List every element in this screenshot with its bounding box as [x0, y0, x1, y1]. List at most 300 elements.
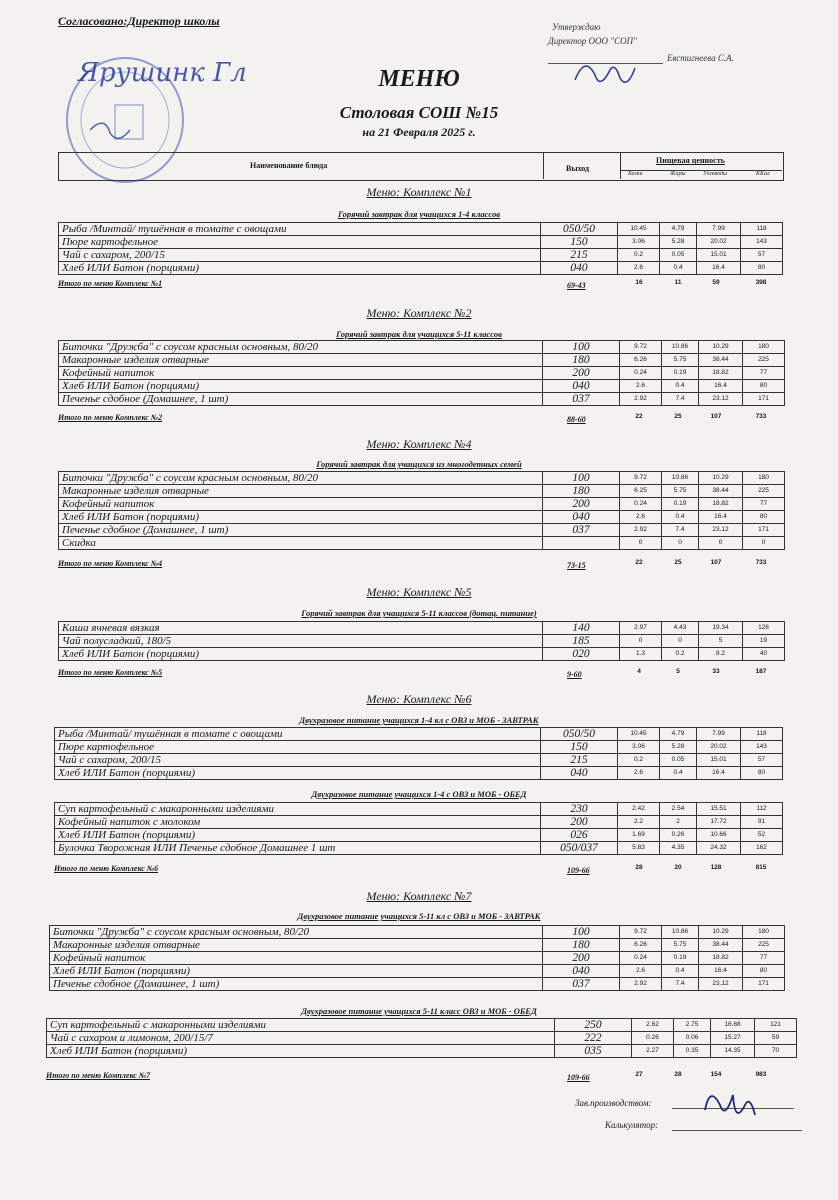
dish-name: Чай с сахаром, 200/15: [59, 249, 541, 262]
dish-table: [58, 222, 783, 275]
proteins: 9.72: [620, 926, 662, 939]
carbs: 18.82: [699, 367, 743, 380]
header-fats: Жиры: [670, 171, 686, 177]
dish-output: 100: [543, 926, 620, 939]
kcal: 180: [743, 341, 785, 354]
section-title: Меню: Комплекс №5: [366, 585, 472, 599]
kcal: 112: [741, 803, 783, 816]
fats: 10.86: [662, 472, 699, 485]
total-kcal: 815: [755, 864, 767, 871]
dish-name: Чай полусладкий, 180/5: [59, 635, 543, 648]
total-proteins: 28: [635, 864, 643, 871]
approval-right-line1: Утверждаю: [552, 22, 601, 32]
dish-output: 037: [543, 524, 620, 537]
dish-output: 037: [543, 978, 620, 991]
fats: 4.43: [662, 622, 699, 635]
dish-output: 230: [541, 803, 618, 816]
dish-name: Хлеб ИЛИ Батон (порциями): [55, 829, 541, 842]
total-proteins: 27: [635, 1071, 643, 1078]
fats: 0.4: [662, 511, 699, 524]
dish-output: 200: [543, 952, 620, 965]
dish-output: 100: [543, 341, 620, 354]
dish-name: Суп картофельный с макаронными изделиями: [47, 1019, 555, 1032]
dish-output: 180: [543, 485, 620, 498]
approval-left: Согласовано:Директор школы: [58, 14, 220, 28]
carbs: 16.4: [699, 965, 743, 978]
header-carbs: Углеводы: [703, 171, 727, 177]
total-carbs: 33: [712, 668, 720, 675]
kcal: 70: [755, 1045, 797, 1058]
kcal: 118: [741, 728, 783, 741]
proteins: 2.97: [620, 622, 662, 635]
kcal: 52: [741, 829, 783, 842]
total-carbs: 128: [710, 864, 722, 871]
table-row: [55, 754, 783, 767]
kcal: 0: [743, 537, 785, 550]
carbs: 10.66: [697, 829, 741, 842]
table-row: [59, 648, 785, 661]
proteins: 0.24: [620, 367, 662, 380]
dish-name: Макаронные изделия отварные: [50, 939, 543, 952]
carbs: 10.29: [699, 472, 743, 485]
dish-output: 215: [541, 249, 618, 262]
proteins: 0: [620, 635, 662, 648]
section-title: Меню: Комплекс №2: [366, 306, 472, 320]
table-row: [47, 1045, 797, 1058]
proteins: 2.6: [620, 511, 662, 524]
dish-output: 250: [555, 1019, 632, 1032]
fats: 4.79: [660, 223, 697, 236]
kcal: 143: [741, 741, 783, 754]
dish-name: Печенье сдобное (Домашнее, 1 шт): [50, 978, 543, 991]
meal-subtitle: Двухразовое питание учащихся 1-4 кл с ОВЗ и МОБ - ЗАВТРАК: [299, 715, 539, 725]
fats: 10.86: [662, 926, 699, 939]
header-divider: [543, 152, 544, 179]
dish-output: [543, 537, 620, 550]
fats: 0.4: [660, 767, 697, 780]
carbs: 0: [699, 537, 743, 550]
total-kcal: 733: [755, 559, 767, 566]
fats: 2: [660, 816, 697, 829]
proteins: 6.26: [620, 939, 662, 952]
total-fats: 25: [674, 413, 682, 420]
table-row: [59, 236, 783, 249]
stamp-signature: Ярушинк Гл: [78, 58, 247, 88]
dish-name: Скидка: [59, 537, 543, 550]
dish-name: Кофейный напиток: [59, 367, 543, 380]
fats: 0.06: [674, 1032, 711, 1045]
total-fats: 11: [674, 279, 682, 286]
total-output: 109-66: [567, 866, 590, 875]
table-row: [55, 741, 783, 754]
dish-output: 200: [543, 498, 620, 511]
dish-name: Пюре картофельное: [59, 236, 541, 249]
dish-output: 040: [543, 965, 620, 978]
table-row: [59, 380, 785, 393]
total-carbs: 154: [710, 1071, 722, 1078]
dish-name: Макаронные изделия отварные: [59, 485, 543, 498]
total-carbs: 59: [712, 279, 720, 286]
table-row: [59, 524, 785, 537]
kcal: 180: [743, 926, 785, 939]
carbs: 16.4: [697, 262, 741, 275]
meal-subtitle: Двухразовое питание учащихся 5-11 класс ОВЗ и МОБ - ОБЕД: [301, 1006, 537, 1016]
kcal: 80: [741, 262, 783, 275]
proteins: 2.6: [620, 380, 662, 393]
table-row: [59, 472, 785, 485]
kcal: 225: [743, 485, 785, 498]
production-label: Зав.производством:: [575, 1098, 652, 1108]
proteins: 9.72: [620, 341, 662, 354]
proteins: 3.06: [618, 236, 660, 249]
total-fats: 28: [674, 1071, 682, 1078]
kcal: 171: [743, 393, 785, 406]
section-title: Меню: Комплекс №4: [366, 437, 472, 451]
dish-output: 200: [543, 367, 620, 380]
fats: 0.4: [660, 262, 697, 275]
total-output: 9-60: [567, 670, 582, 679]
fats: 4.79: [660, 728, 697, 741]
dish-name: Булочка Творожная ИЛИ Печенье сдобное Домашнее 1 шт: [55, 842, 541, 855]
proteins: 1.3: [620, 648, 662, 661]
dish-output: 185: [543, 635, 620, 648]
kcal: 91: [741, 816, 783, 829]
table-row: [59, 511, 785, 524]
fats: 5.28: [660, 236, 697, 249]
table-row: [47, 1032, 797, 1045]
fats: 5.75: [662, 485, 699, 498]
carbs: 38.44: [699, 939, 743, 952]
table-row: [55, 767, 783, 780]
proteins: 10.45: [618, 728, 660, 741]
proteins: 0.2: [618, 249, 660, 262]
proteins: 2.6: [618, 262, 660, 275]
dish-output: 020: [543, 648, 620, 661]
carbs: 18.82: [699, 498, 743, 511]
header-divider: [620, 152, 621, 179]
total-kcal: 398: [755, 279, 767, 286]
dish-name: Печенье сдобное (Домашнее, 1 шт): [59, 524, 543, 537]
dish-name: Суп картофельный с макаронными изделиями: [55, 803, 541, 816]
fats: 10.86: [662, 341, 699, 354]
fats: 7.4: [662, 978, 699, 991]
dish-output: 150: [541, 741, 618, 754]
fats: 0.26: [660, 829, 697, 842]
fats: 2.54: [660, 803, 697, 816]
dish-name: Хлеб ИЛИ Батон (порциями): [59, 262, 541, 275]
table-row: [55, 842, 783, 855]
total-carbs: 107: [710, 413, 722, 420]
total-label: Итого по меню Комплекс №5: [58, 668, 163, 677]
kcal: 80: [743, 380, 785, 393]
table-row: [55, 803, 783, 816]
kcal: 19: [743, 635, 785, 648]
header-name: Наименование блюда: [250, 161, 328, 170]
table-row: [59, 341, 785, 354]
total-fats: 5: [676, 668, 680, 675]
total-kcal: 187: [755, 668, 767, 675]
fats: 0.19: [662, 498, 699, 511]
total-output: 88-60: [567, 415, 586, 424]
kcal: 77: [743, 498, 785, 511]
dish-output: 050/037: [541, 842, 618, 855]
meal-subtitle: Горячий завтрак для учащихся 5-11 классов: [336, 329, 502, 339]
table-row: [59, 367, 785, 380]
dish-name: Печенье сдобное (Домашнее, 1 шт): [59, 393, 543, 406]
table-row: [59, 223, 783, 236]
kcal: 225: [743, 939, 785, 952]
dish-name: Хлеб ИЛИ Батон (порциями): [59, 380, 543, 393]
dish-table: [54, 727, 783, 780]
kcal: 180: [743, 472, 785, 485]
kcal: 121: [755, 1019, 797, 1032]
total-label: Итого по меню Комплекс №4: [58, 559, 163, 568]
footer-signature: [695, 1075, 765, 1135]
dish-output: 215: [541, 754, 618, 767]
meal-subtitle: Горячий завтрак для учащихся из многодетных семей: [316, 459, 522, 469]
dish-output: 140: [543, 622, 620, 635]
carbs: 7.99: [697, 728, 741, 741]
proteins: 10.45: [618, 223, 660, 236]
kcal: 118: [741, 223, 783, 236]
carbs: 16.4: [699, 511, 743, 524]
kcal: 57: [741, 754, 783, 767]
fats: 0.4: [662, 380, 699, 393]
proteins: 2.6: [618, 767, 660, 780]
approval-right-line2: Директор ООО "СОП": [548, 36, 637, 46]
fats: 7.4: [662, 393, 699, 406]
proteins: 9.72: [620, 472, 662, 485]
total-label: Итого по меню Комплекс №1: [58, 279, 163, 288]
dish-name: Чай с сахаром, 200/15: [55, 754, 541, 767]
dish-name: Хлеб ИЛИ Батон (порциями): [59, 511, 543, 524]
total-label: Итого по меню Комплекс №2: [58, 413, 163, 422]
dish-table: [46, 1018, 797, 1058]
proteins: 0.26: [632, 1032, 674, 1045]
proteins: 2.2: [618, 816, 660, 829]
calculator-label: Калькулятор:: [605, 1120, 659, 1130]
dish-name: Хлеб ИЛИ Батон (порциями): [59, 648, 543, 661]
proteins: 0.2: [618, 754, 660, 767]
proteins: 2.62: [632, 1019, 674, 1032]
carbs: 8.2: [699, 648, 743, 661]
total-proteins: 4: [637, 668, 641, 675]
dish-name: Рыба /Минтай/ тушённая в томате с овощами: [59, 223, 541, 236]
dish-name: Хлеб ИЛИ Батон (порциями): [50, 965, 543, 978]
carbs: 19.34: [699, 622, 743, 635]
carbs: 15.01: [697, 249, 741, 262]
fats: 0.4: [662, 965, 699, 978]
table-row: [59, 485, 785, 498]
dish-output: 150: [541, 236, 618, 249]
total-output: 109-66: [567, 1073, 590, 1082]
header-output: Выход: [566, 164, 590, 173]
table-row: [50, 978, 785, 991]
section-title: Меню: Комплекс №1: [366, 185, 472, 199]
carbs: 38.44: [699, 354, 743, 367]
dish-table: [58, 621, 785, 661]
dish-name: Биточки "Дружба" с соусом красным основным, 80/20: [59, 341, 543, 354]
total-output: 69-43: [567, 281, 586, 290]
menu-date: на 21 Февраля 2025 г.: [362, 125, 476, 139]
menu-title: МЕНЮ: [378, 66, 460, 92]
carbs: 16.4: [697, 767, 741, 780]
total-proteins: 16: [635, 279, 643, 286]
carbs: 38.44: [699, 485, 743, 498]
dish-output: 040: [541, 767, 618, 780]
carbs: 16.88: [711, 1019, 755, 1032]
dish-name: Биточки "Дружба" с соусом красным основным, 80/20: [59, 472, 543, 485]
meal-subtitle: Горячий завтрак для учащихся 1-4 классов: [337, 209, 501, 219]
dish-output: 180: [543, 939, 620, 952]
meal-subtitle: Двухразовое питание учащихся 1-4 с ОВЗ и МОБ - ОБЕД: [311, 789, 527, 799]
proteins: 6.26: [620, 354, 662, 367]
meal-subtitle: Горячий завтрак для учащихся 5-11 классов (дотац. питание): [301, 608, 537, 618]
dish-name: Хлеб ИЛИ Батон (порциями): [47, 1045, 555, 1058]
carbs: 15.51: [697, 803, 741, 816]
proteins: 3.06: [618, 741, 660, 754]
header-proteins: Белки: [628, 171, 643, 177]
proteins: 2.92: [620, 978, 662, 991]
total-label: Итого по меню Комплекс №7: [46, 1071, 151, 1080]
fats: 5.75: [662, 939, 699, 952]
carbs: 7.99: [697, 223, 741, 236]
kcal: 40: [743, 648, 785, 661]
proteins: 2.92: [620, 393, 662, 406]
total-output: 73-15: [567, 561, 586, 570]
table-row: [59, 537, 785, 550]
carbs: 17.72: [697, 816, 741, 829]
kcal: 59: [755, 1032, 797, 1045]
dish-name: Каша ячневая вязкая: [59, 622, 543, 635]
proteins: 5.83: [618, 842, 660, 855]
table-row: [59, 249, 783, 262]
dish-name: Макаронные изделия отварные: [59, 354, 543, 367]
carbs: 20.02: [697, 741, 741, 754]
total-proteins: 22: [635, 559, 643, 566]
fats: 0.05: [660, 754, 697, 767]
table-row: [55, 829, 783, 842]
table-row: [50, 926, 785, 939]
dish-output: 026: [541, 829, 618, 842]
table-row: [59, 635, 785, 648]
dish-output: 100: [543, 472, 620, 485]
dish-table: [54, 802, 783, 855]
total-label: Итого по меню Комплекс №6: [54, 864, 159, 873]
header-nutrition: Пищевая ценность: [656, 156, 725, 165]
proteins: 2.27: [632, 1045, 674, 1058]
carbs: 16.4: [699, 380, 743, 393]
proteins: 2.42: [618, 803, 660, 816]
fats: 0: [662, 635, 699, 648]
table-row: [59, 622, 785, 635]
total-kcal: 983: [755, 1071, 767, 1078]
kcal: 143: [741, 236, 783, 249]
total-fats: 20: [674, 864, 682, 871]
kcal: 162: [741, 842, 783, 855]
dish-table: [49, 925, 785, 991]
dish-name: Кофейный напиток: [59, 498, 543, 511]
dish-output: 050/50: [541, 223, 618, 236]
dish-output: 040: [543, 380, 620, 393]
table-row: [59, 393, 785, 406]
dish-output: 050/50: [541, 728, 618, 741]
kcal: 77: [743, 952, 785, 965]
carbs: 23.12: [699, 978, 743, 991]
dish-name: Рыба /Минтай/ тушённая в томате с овощами: [55, 728, 541, 741]
fats: 0.19: [662, 367, 699, 380]
carbs: 15.27: [711, 1032, 755, 1045]
dish-table: [58, 340, 785, 406]
kcal: 57: [741, 249, 783, 262]
proteins: 0: [620, 537, 662, 550]
fats: 5.75: [662, 354, 699, 367]
dish-output: 222: [555, 1032, 632, 1045]
dish-output: 037: [543, 393, 620, 406]
proteins: 0.24: [620, 952, 662, 965]
carbs: 5: [699, 635, 743, 648]
table-row: [50, 939, 785, 952]
total-proteins: 22: [635, 413, 643, 420]
total-fats: 25: [674, 559, 682, 566]
dish-table: [58, 471, 785, 550]
dish-output: 180: [543, 354, 620, 367]
dish-output: 200: [541, 816, 618, 829]
carbs: 10.29: [699, 341, 743, 354]
table-row: [59, 262, 783, 275]
kcal: 80: [743, 511, 785, 524]
fats: 2.75: [674, 1019, 711, 1032]
dish-name: Кофейный напиток с молоком: [55, 816, 541, 829]
dish-name: Чай с сахаром и лимоном, 200/15/7: [47, 1032, 555, 1045]
carbs: 23.12: [699, 393, 743, 406]
kcal: 80: [743, 965, 785, 978]
fats: 0.19: [662, 952, 699, 965]
fats: 0.2: [662, 648, 699, 661]
fats: 5.28: [660, 741, 697, 754]
approver-name: Евстигнеева С.А.: [667, 53, 734, 63]
table-row: [55, 728, 783, 741]
proteins: 0.24: [620, 498, 662, 511]
table-row: [47, 1019, 797, 1032]
dish-name: Биточки "Дружба" с соусом красным основным, 80/20: [50, 926, 543, 939]
kcal: 225: [743, 354, 785, 367]
dish-output: 040: [541, 262, 618, 275]
fats: 0.35: [674, 1045, 711, 1058]
dish-name: Кофейный напиток: [50, 952, 543, 965]
carbs: 20.02: [697, 236, 741, 249]
table-row: [55, 816, 783, 829]
kcal: 171: [743, 978, 785, 991]
carbs: 15.01: [697, 754, 741, 767]
kcal: 77: [743, 367, 785, 380]
canteen-name: Столовая СОШ №15: [339, 103, 499, 122]
table-row: [50, 965, 785, 978]
fats: 7.4: [662, 524, 699, 537]
table-row: [59, 354, 785, 367]
total-kcal: 733: [755, 413, 767, 420]
fats: 4.35: [660, 842, 697, 855]
kcal: 80: [741, 767, 783, 780]
fats: 0.05: [660, 249, 697, 262]
carbs: 10.29: [699, 926, 743, 939]
section-title: Меню: Комплекс №6: [366, 692, 472, 706]
kcal: 171: [743, 524, 785, 537]
kcal: 128: [743, 622, 785, 635]
carbs: 18.82: [699, 952, 743, 965]
table-row: [59, 498, 785, 511]
proteins: 1.69: [618, 829, 660, 842]
